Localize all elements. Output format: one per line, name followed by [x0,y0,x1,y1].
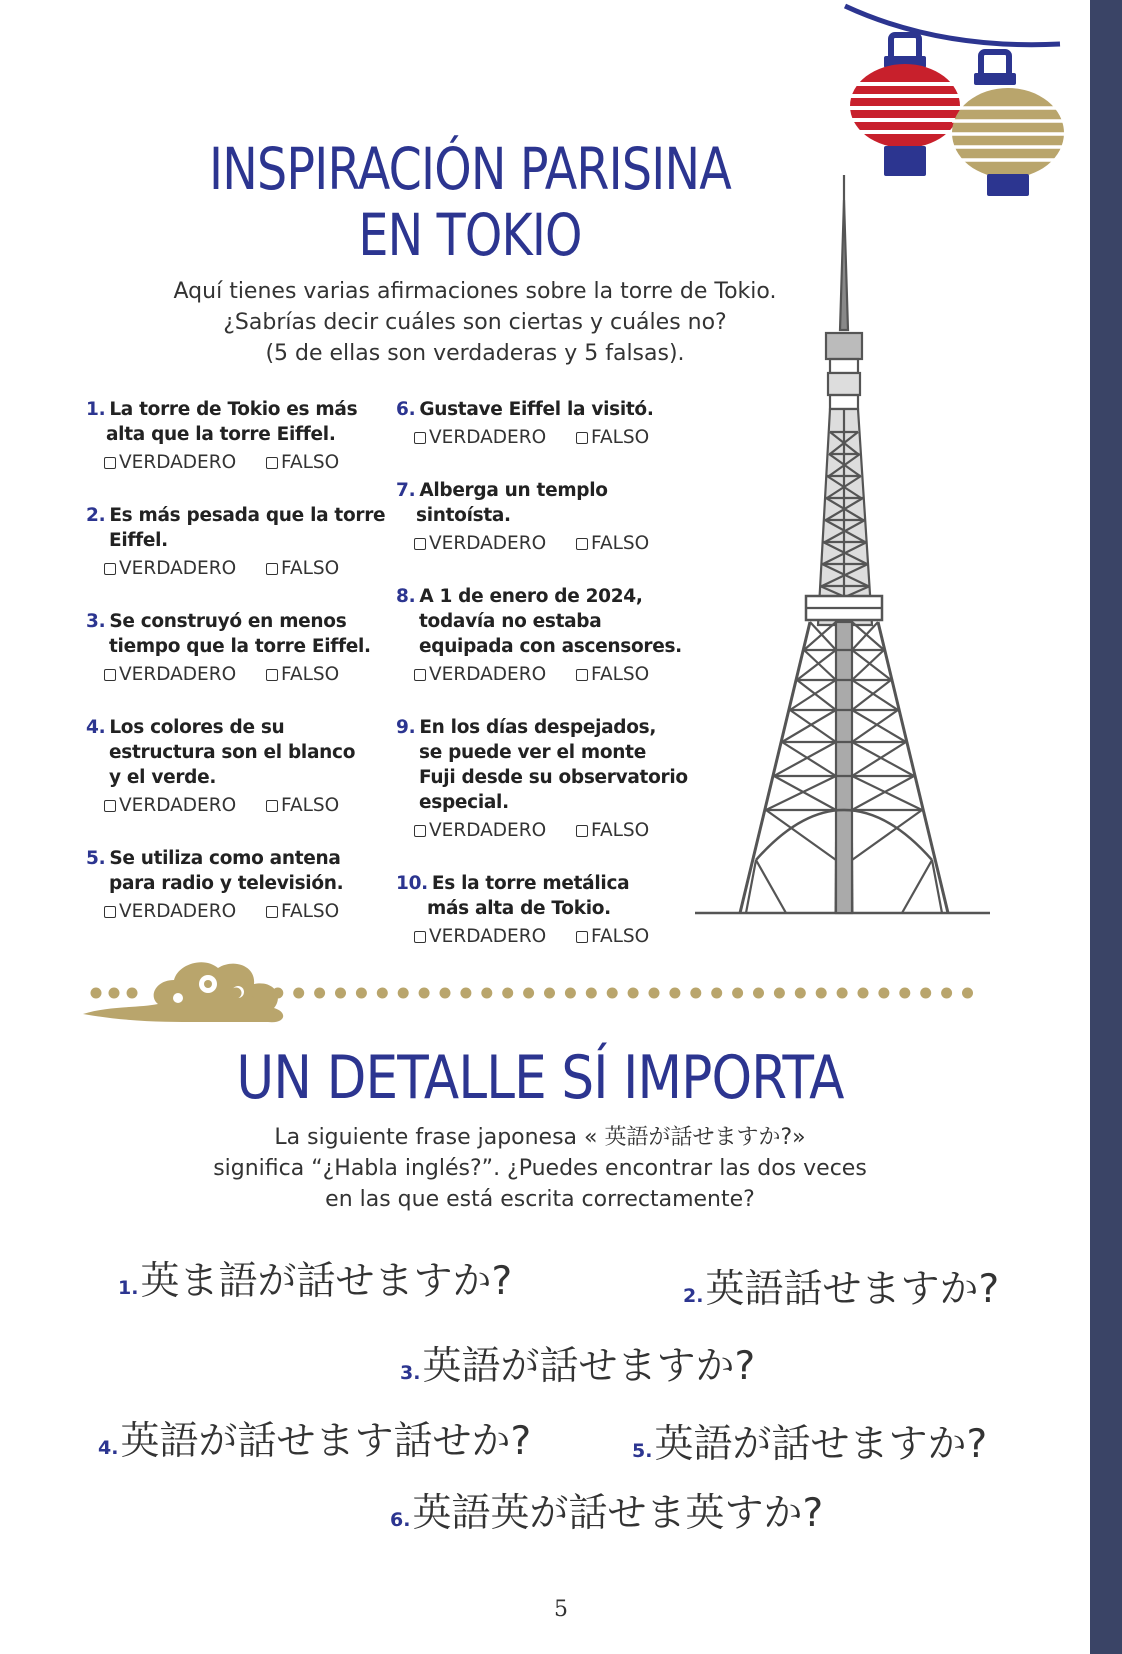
divider-dot [293,988,304,999]
question-text-line: más alta de Tokio. [427,898,611,919]
question-text-line: Eiffel. [109,530,168,551]
option-number: 3. [400,1362,421,1384]
divider-dot [314,988,325,999]
intro-line-3: en las que está escrita correctamente? [325,1187,755,1212]
option-label: FALSO [281,558,340,579]
question-text-line: tiempo que la torre Eiffel. [109,636,371,657]
intro-line-2: ¿Sabrías decir cuáles son ciertas y cuáles no? [223,310,727,335]
question-text-line: para radio y televisión. [109,873,344,894]
checkbox-icon [104,800,116,812]
question-text-line: equipada con ascensores. [419,636,682,657]
divider-dot [460,988,471,999]
question-number: 2. [86,505,106,526]
false-checkbox[interactable] [266,899,339,924]
page-edge-band [1090,0,1122,1654]
checkbox-icon [414,669,426,681]
intro-line-2: significa “¿Habla inglés?”. ¿Puedes encontrar las dos veces [213,1156,867,1181]
divider-dot [565,988,576,999]
quiz-question-5 [86,846,343,925]
question-number: 6. [396,399,416,420]
option-label: VERDADERO [119,558,237,579]
question-number: 3. [86,611,106,632]
quiz-question-1 [86,397,357,476]
option-label: VERDADERO [119,901,237,922]
true-checkbox[interactable] [414,662,546,687]
question-text-line: Fuji desde su observatorio [419,767,688,788]
divider-dot [607,988,618,999]
intro-line-3: (5 de ellas son verdaderas y 5 falsas). [265,341,685,366]
divider-dot [899,988,910,999]
divider-dot [335,988,346,999]
tokyo-tower-illustration [690,170,1000,920]
quiz-question-10 [396,871,649,950]
question-text-line: todavía no estaba [419,611,602,632]
question-text-line: La torre de Tokio es más [109,399,358,420]
question-number: 9. [396,717,416,738]
quiz-question-7 [396,478,649,557]
question-text-line: En los días despejados, [419,717,657,738]
section-title [205,1043,876,1113]
checkbox-icon [266,906,278,918]
question-number: 7. [396,480,416,501]
checkbox-icon [104,563,116,575]
option-label: FALSO [591,533,650,554]
checkbox-icon [266,457,278,469]
checkbox-icon [576,825,588,837]
divider-dot [837,988,848,999]
divider-dot [962,988,973,999]
question-text-line: alta que la torre Eiffel. [106,424,336,445]
divider-dot [272,988,283,999]
phrase-text: 英語が話せます話せか? [120,1419,532,1464]
option-label: VERDADERO [429,664,547,685]
question-number: 10. [396,873,428,894]
checkbox-icon [414,538,426,550]
true-checkbox[interactable] [104,899,236,924]
divider-dot [753,988,764,999]
question-number: 1. [86,399,106,420]
checkbox-icon [414,432,426,444]
option-label: VERDADERO [429,427,547,448]
question-text-line: Los colores de su [109,717,285,738]
divider-dot [502,988,513,999]
divider-dot [481,988,492,999]
phrase-text: 英語が話せますか? [654,1422,988,1467]
divider-dot [523,988,534,999]
quiz-question-4 [86,715,355,819]
page-number: 5 [554,1597,568,1622]
divider-dot [377,988,388,999]
question-number: 4. [86,717,106,738]
intro-line-1: La siguiente frase japonesa « 英語が話せますか?» [274,1125,806,1150]
divider-dot [774,988,785,999]
option-label: FALSO [281,795,340,816]
quiz-question-9 [396,715,688,844]
checkbox-icon [414,825,426,837]
true-checkbox[interactable] [104,450,236,475]
option-number: 4. [98,1437,119,1459]
false-checkbox[interactable] [266,793,339,818]
option-number: 1. [118,1277,139,1299]
false-checkbox[interactable] [266,662,339,687]
true-checkbox[interactable] [104,793,236,818]
divider-dot [649,988,660,999]
question-text-line: y el verde. [109,767,217,788]
checkbox-icon [104,457,116,469]
divider-dot [544,988,555,999]
divider-dot [586,988,597,999]
divider-dot [941,988,952,999]
false-checkbox[interactable] [576,818,649,843]
divider-dot [920,988,931,999]
page-title [191,135,749,269]
divider-dot [231,988,242,999]
option-number: 6. [390,1509,411,1531]
divider-dot [690,988,701,999]
option-label: FALSO [281,901,340,922]
quiz-question-8 [396,584,682,688]
option-number: 2. [683,1285,704,1307]
phrase-text: 英語が話せますか? [422,1344,756,1389]
divider-dot [251,988,262,999]
intro-line-1: Aquí tienes varias afirmaciones sobre la torre de Tokio. [173,279,777,304]
question-text-line: sintoísta. [416,505,511,526]
option-label: FALSO [281,452,340,473]
section-intro [140,1122,940,1215]
option-label: VERDADERO [429,926,547,947]
divider-dot [356,988,367,999]
checkbox-icon [104,906,116,918]
divider-dot [795,988,806,999]
checkbox-icon [576,669,588,681]
section-title-text: UN DETALLE SÍ IMPORTA [236,1043,844,1113]
question-text-line: Es la torre metálica [431,873,630,894]
quiz-question-6 [396,397,654,451]
phrase-text: 英語英が話せま英すか? [412,1491,824,1536]
divider-dot [878,988,889,999]
true-checkbox[interactable] [414,818,546,843]
question-number: 8. [396,586,416,607]
option-label: FALSO [591,926,650,947]
option-label: VERDADERO [119,795,237,816]
quiz-question-3 [86,609,371,688]
divider-dot [419,988,430,999]
false-checkbox[interactable] [576,662,649,687]
question-text-line: estructura son el blanco [109,742,356,763]
question-text-line: A 1 de enero de 2024, [419,586,643,607]
option-number: 5. [632,1440,653,1462]
question-text-line: Es más pesada que la torre [109,505,386,526]
false-checkbox[interactable] [266,556,339,581]
divider-dot [858,988,869,999]
checkbox-icon [266,800,278,812]
question-text-line: se puede ver el monte [419,742,646,763]
phrase-option-3[interactable] [400,1344,756,1389]
true-checkbox[interactable] [414,531,546,556]
option-label: FALSO [591,820,650,841]
option-label: VERDADERO [429,533,547,554]
title-line-2: EN TOKIO [358,201,582,269]
divider-dot [91,988,102,999]
false-checkbox[interactable] [576,425,649,450]
checkbox-icon [576,931,588,943]
option-label: VERDADERO [429,820,547,841]
false-checkbox[interactable] [266,450,339,475]
option-label: FALSO [591,664,650,685]
true-checkbox[interactable] [414,924,546,949]
false-checkbox[interactable] [576,531,649,556]
option-label: FALSO [591,427,650,448]
divider-dot [711,988,722,999]
quiz-question-2 [86,503,385,582]
option-label: VERDADERO [119,452,237,473]
question-text-line: Se utiliza como antena [109,848,341,869]
checkbox-icon [266,669,278,681]
question-text-line: especial. [419,792,509,813]
title-line-1: INSPIRACIÓN PARISINA [209,135,731,203]
cloud-dotted-divider [78,950,998,1030]
divider-dot [669,988,680,999]
question-number: 5. [86,848,106,869]
divider-dot [816,988,827,999]
checkbox-icon [414,931,426,943]
phrase-option-1[interactable] [118,1259,513,1304]
divider-dot [732,988,743,999]
divider-dot [398,988,409,999]
question-text-line: Se construyó en menos [109,611,347,632]
phrase-option-5[interactable] [632,1422,988,1467]
true-checkbox[interactable] [414,425,546,450]
phrase-option-6[interactable] [390,1491,824,1536]
phrase-text: 英語話せますか? [705,1267,1000,1312]
phrase-option-4[interactable] [98,1419,532,1464]
true-checkbox[interactable] [104,556,236,581]
divider-dot [628,988,639,999]
checkbox-icon [576,538,588,550]
divider-dot [127,988,138,999]
question-text-line: Gustave Eiffel la visitó. [419,399,654,420]
option-label: VERDADERO [119,664,237,685]
divider-dot [109,988,120,999]
false-checkbox[interactable] [576,924,649,949]
phrase-text: 英ま語が話せますか? [140,1259,513,1304]
checkbox-icon [576,432,588,444]
divider-dot [440,988,451,999]
checkbox-icon [104,669,116,681]
option-label: FALSO [281,664,340,685]
phrase-option-2[interactable] [683,1267,1000,1312]
true-checkbox[interactable] [104,662,236,687]
checkbox-icon [266,563,278,575]
question-text-line: Alberga un templo [419,480,608,501]
